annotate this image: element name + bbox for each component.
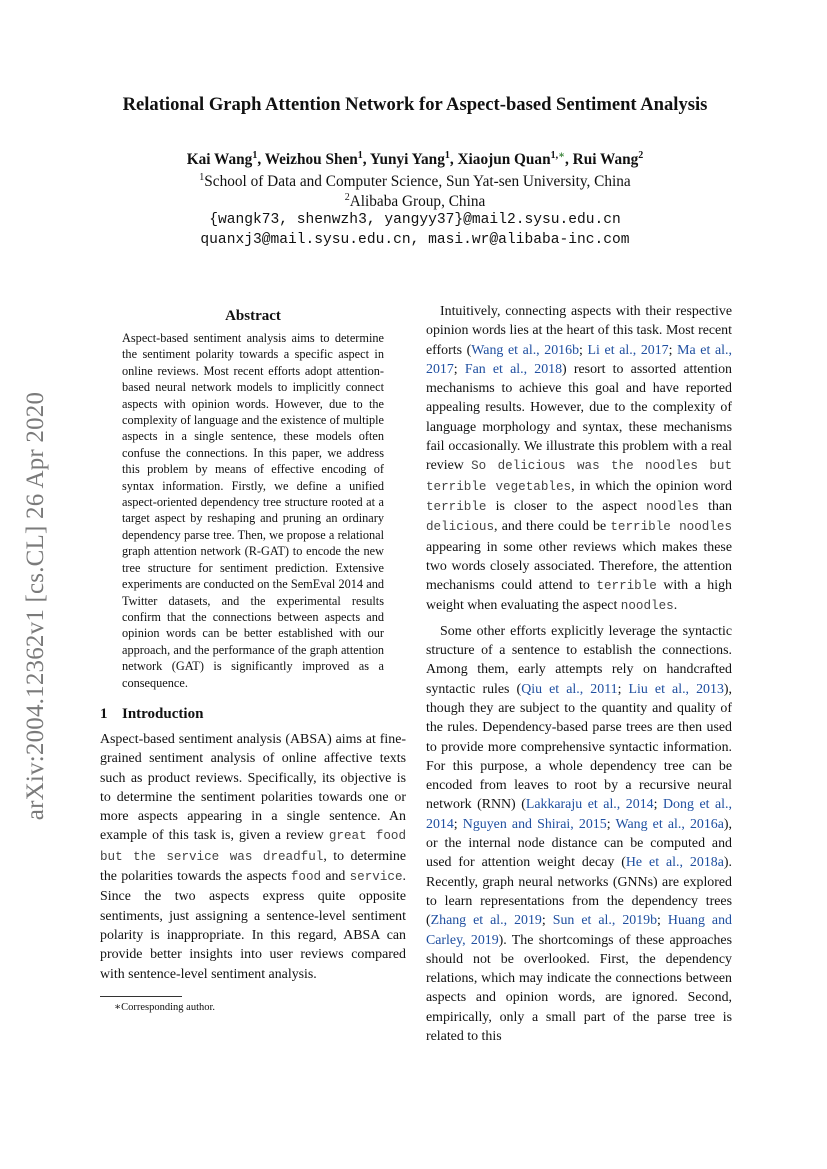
- abstract-text: Aspect-based sentiment analysis aims to determine the sentiment polarity towards a specific aspect in online reviews. Most recent efforts adopt attention-based neural network models to implicitly connect aspects with opinion words. However, due to the complexity of language and the existence of multiple aspects in a single sentence, these models often confuse the connections. In this paper, we address this problem by means of effective encoding of syntax information. Firstly, we define a unified aspect-oriented dependency tree structure rooted at a target aspect by reshaping and pruning an ordinary dependency parse tree. Then, we propose a relational graph attention network (R-GAT) to encode the new tree structure for sentiment prediction. Extensive experiments are conducted on the SemEval 2014 and Twitter datasets, and the experimental results confirm that the connections between aspects and opinion words can be better established with our approach, and the performance of the graph attention network (GAT) is significantly improved as a consequence.: [122, 331, 384, 690]
- code-term: So delicious was the noodles but terrible vegetables: [426, 459, 733, 494]
- citation-link[interactable]: He et al., 2018a: [625, 855, 724, 871]
- footnote-divider: [100, 996, 182, 997]
- author-list: Kai Wang$^1$, Weizhou Shen$^1$, Yunyi Yang$^1$, Xiaojun Quan$^{1,∗}$, Rui Wang$^2$: [186, 150, 644, 169]
- email-line-1: {wangk73, shenwzh3, yangyy37}@mail2.sysu.edu.cn: [209, 212, 621, 228]
- author-name: Yunyi Yang$^1$: [369, 150, 450, 169]
- code-term: service: [349, 870, 403, 885]
- code-term: terrible: [596, 579, 657, 594]
- code-term: terrible: [426, 499, 487, 514]
- citation-link[interactable]: Nguyen and Shirai, 2015: [462, 816, 607, 832]
- right-column: [426, 302, 732, 1046]
- citation-link[interactable]: Wang et al., 2016b: [471, 342, 580, 358]
- intro-paragraph-3: Some other efforts explicitly leverage the syntactic structure of a sentence to establish the connections. Among them, early attempts rely on handcrafted syntactic rules (Qiu et al., 2011; Liu et al., 2013), though they are subject to the quantity and quality of the rules. Dependency-based parse trees are then used to provide more comprehensive syntactic information. For this purpose, a whole dependency tree can be encoded from leaves to root by a recursive neural network (RNN) (Lakkaraju et al., 2014; Dong et al., 2014; Nguyen and Shirai, 2015; Wang et al., 2016a), or the internal node distance can be computed and used for attention weight decay (He et al., 2018a). Recently, graph neural networks (GNNs) are explored to learn representations from the dependency trees (Zhang et al., 2019; Sun et al., 2019b; Huang and Carley, 2019). The shortcomings of these approaches should not be overlooked. First, the dependency relations, which may indicate the connections between aspects and opinion words, are ignored. Second, empirically, only a small part of the parse tree is related to this: [426, 623, 733, 1044]
- citation-link[interactable]: Dong et al., 2014: [426, 797, 732, 832]
- author-name: Xiaojun Quan$^{1,∗}$: [457, 150, 566, 169]
- citation-link[interactable]: Li et al., 2017: [587, 342, 669, 358]
- code-term: terrible noodles: [610, 520, 733, 535]
- author-name: Weizhou Shen$^1$: [264, 150, 363, 169]
- citation-link[interactable]: Lakkaraju et al., 2014: [525, 797, 654, 813]
- citation-link[interactable]: Wang et al., 2016a: [615, 816, 724, 832]
- affiliation-2: $^2$Alibaba Group, China: [344, 192, 486, 211]
- citation-link[interactable]: Fan et al., 2018: [464, 361, 563, 377]
- author-name: Rui Wang$^2$: [572, 150, 644, 169]
- citation-link[interactable]: Sun et al., 2019b: [552, 913, 658, 929]
- code-term: food: [290, 870, 322, 885]
- left-column: [100, 308, 406, 1013]
- citation-link[interactable]: Ma et al., 2017: [426, 342, 732, 377]
- arxiv-identifier: arXiv:2004.12362v1 [cs.CL] 26 Apr 2020: [22, 391, 50, 821]
- intro-paragraph-1: Aspect-based sentiment analysis (ABSA) aims at fine-grained sentiment analysis of online affective texts such as product reviews. Specifically, its objective is to determine the sentiment polarities towards one or more aspects appearing in a single sentence. An example of this task is, given a review great food but the service was dreadful, to determine the polarities towards the aspects food and service. Since the two aspects express quite opposite sentiments, just assigning a sentence-level sentiment polarity is inappropriate. In this regard, ABSA can provide better insights into user reviews compared with sentence-level sentiment analysis.: [100, 731, 407, 982]
- citation-link[interactable]: Huang and Carley, 2019: [426, 913, 732, 948]
- code-term: delicious: [426, 520, 495, 535]
- section-heading-introduction: 1 Introduction: [100, 705, 204, 722]
- citation-link[interactable]: Liu et al., 2013: [628, 681, 724, 697]
- citation-link[interactable]: Zhang et al., 2019: [430, 913, 542, 929]
- affiliation-1: $^1$School of Data and Computer Science, Sun Yat-sen University, China: [199, 172, 631, 191]
- citation-link[interactable]: Qiu et al., 2011: [521, 681, 618, 697]
- intro-paragraph-2: Intuitively, connecting aspects with their respective opinion words lies at the heart of this task. Most recent efforts (Wang et al., 2016b; Li et al., 2017; Ma et al., 2017; Fan et al., 2018) resort to assorted attention mechanisms to achieve this goal and have reported appealing results. However, due to the complexity of language morphology and syntax, these mechanisms fail occasionally. We illustrate this problem with a real review So delicious was the noodles but terrible vegetables, in which the opinion word terrible is closer to the aspect noodles than delicious, and there could be terrible noodles appearing in some other reviews which makes these two words closely associated. Therefore, the attention mechanisms could attend to terrible with a high weight when evaluating the aspect noodles.: [426, 304, 733, 614]
- paper-title: Relational Graph Attention Network for Aspect-based Sentiment Analysis: [122, 94, 708, 115]
- footnote-corresponding-author: ∗Corresponding author.: [114, 1001, 216, 1013]
- abstract-heading: Abstract: [225, 308, 281, 324]
- email-line-2: quanxj3@mail.sysu.edu.cn, masi.wr@alibaba-inc.com: [200, 232, 630, 248]
- code-term: noodles: [646, 499, 699, 514]
- author-name: Kai Wang$^1$: [186, 150, 258, 169]
- code-term: noodles: [620, 599, 674, 614]
- code-term: great food but the service was dreadful: [100, 829, 407, 864]
